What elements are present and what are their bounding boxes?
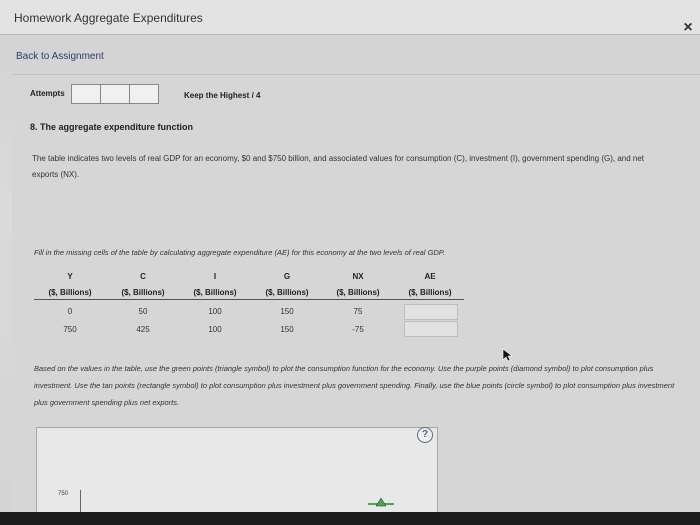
attempt-box	[71, 84, 101, 104]
header-y-unit: ($, Billions)	[48, 288, 92, 297]
ae-input-row1[interactable]	[404, 304, 458, 320]
header-g-unit: ($, Billions)	[265, 288, 309, 297]
graph-y-axis	[80, 490, 81, 512]
window-title: Homework Aggregate Expenditures	[14, 11, 203, 25]
keep-highest-label: Keep the Highest / 4	[184, 91, 261, 100]
close-button[interactable]: ×	[683, 19, 693, 36]
help-icon[interactable]: ?	[417, 427, 433, 443]
y-axis-tick-label: 750	[58, 491, 69, 497]
header-g: G	[283, 272, 291, 281]
cell-y-row1: 0	[67, 307, 73, 316]
header-nx: NX	[352, 272, 364, 281]
title-bar	[0, 0, 700, 35]
cell-g-row1: 150	[280, 307, 294, 316]
cell-nx-row1: 75	[353, 307, 363, 316]
question-intro: The table indicates two levels of real GDP for an economy, $0 and $750 billion, and associated values for consumption (C), investment (I), government spending (G), and net exports (NX).	[32, 154, 645, 179]
attempt-boxes	[71, 84, 158, 104]
header-c-unit: ($, Billions)	[121, 288, 165, 297]
ae-input-row2[interactable]	[404, 321, 458, 337]
table-header-divider	[34, 299, 464, 300]
header-y: Y	[67, 272, 73, 281]
attempt-box	[129, 84, 159, 104]
cell-i-row1: 100	[208, 307, 222, 316]
cell-i-row2: 100	[208, 325, 222, 334]
header-ae-unit: ($, Billions)	[408, 288, 452, 297]
header-i-unit: ($, Billions)	[193, 288, 237, 297]
mouse-cursor-icon	[502, 348, 512, 362]
back-to-assignment-link[interactable]: Back to Assignment	[16, 51, 104, 62]
attempt-box	[100, 84, 130, 104]
cell-c-row2: 425	[136, 325, 150, 334]
attempts-label: Attempts	[30, 89, 65, 98]
graph-instructions: Based on the values in the table, use the green points (triangle symbol) to plot the consumption function for the economy. Use the purple points (diamond symbol) to plot consumption plus investment. Use the tan points (rectangle symbol) to plot consumption plus investment plus government spending. Finally, use the blue points (circle symbol) to plot consumption plus investment plus government spending plus net exports.	[34, 364, 675, 407]
screen-bezel	[0, 512, 700, 525]
header-c: C	[140, 272, 146, 281]
header-nx-unit: ($, Billions)	[336, 288, 380, 297]
cell-nx-row2: -75	[352, 325, 364, 334]
header-ae: AE	[424, 272, 436, 281]
table-instruction: Fill in the missing cells of the table by calculating aggregate expenditure (AE) for this economy at the two levels of real GDP.	[34, 248, 445, 257]
cell-c-row1: 50	[138, 307, 148, 316]
green-triangle-point-icon[interactable]	[368, 497, 394, 509]
header-i: I	[213, 272, 217, 281]
cell-g-row2: 150	[280, 325, 294, 334]
cell-y-row2: 750	[63, 325, 77, 334]
question-title: 8. The aggregate expenditure function	[30, 122, 194, 132]
